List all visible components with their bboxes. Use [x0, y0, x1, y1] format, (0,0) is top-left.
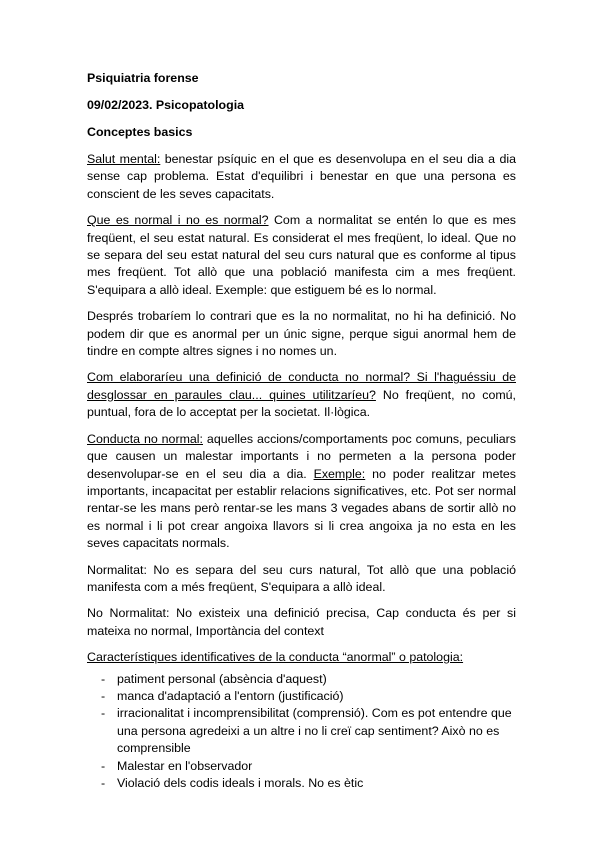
text-definition-question: No freqüent, no comú, puntual, fora de lo acceptat per la societat. Il·lògica. [87, 387, 516, 420]
text-abnormal-conduct-a: aquelles accions/comportaments poc comuns, peculiars que causen un malestar importants i no permeten a la persona poder desenvolupar-se en el seu dia a dia. [87, 431, 517, 481]
list-item: - manca d'adaptació a l'entorn (justificació) [87, 688, 516, 705]
text-normality-question: Com a normalitat se entén lo que es mes freqüent, el seu estat natural. Es considerat el mes freqüent, lo ideal. Que no se separa del seu estat natural del seu curs natural que es conforme al tipus mes freqüent. Tot allò que una població manifesta cim a mes freqüent. S'equipara a allò ideal. Exemple: que estiguem bé es lo normal. [87, 213, 516, 297]
list-item: - patiment personal (absència d'aquest) [87, 671, 516, 688]
term-definition-question: Com elaboraríeu una definició de conducta no normal? Si l'haguéssiu de desglossar en paraules clau... quines utilitzaríeu? [87, 370, 516, 402]
characteristics-list [87, 671, 516, 793]
term-normality-question: Que es normal i no es normal? [87, 213, 269, 228]
text-mental-health: benestar psíquic en el que es desenvolupa en el seu dia a dia sense cap problema. Estat d'equilibri i benestar en que una persona es conscient de les seves capacitats. [87, 152, 516, 201]
document-page [87, 70, 516, 792]
paragraph-characteristics [87, 649, 516, 666]
example-label: Exemple: [313, 466, 366, 481]
paragraph-non-normality-summary: No Normalitat: No existeix una definició precisa, Cap conducta és per si mateixa no normal, Importància del context [87, 606, 516, 638]
list-item: - Violació dels codis ideals i morals. No es ètic [87, 775, 516, 792]
list-item: - Malestar en l'observador [87, 758, 516, 775]
term-characteristics: Característiques identificatives de la conducta “anormal” o patologia: [87, 650, 464, 665]
paragraph-normality-summary: Normalitat: No es separa del seu curs natural, Tot allò que una població manifesta com a més freqüent, S'equipara a allò ideal. [87, 562, 516, 594]
term-abnormal-conduct: Conducta no normal: [87, 431, 203, 446]
paragraph-definition-question [87, 369, 516, 421]
text-abnormal-conduct-b: no poder realitzar metes importants, incapacitat per establir relacions significatives, etc. Pot ser normal rentar-se les mans però rentar-se les mans 3 vegades abans de sortir allò no es normal i li pot crear angoixa llavors si li crea angoixa ja no esta en les seves capacitats normals. [87, 466, 517, 551]
course-title: Psiquiatria forense [87, 71, 199, 85]
paragraph-abnormal-conduct [87, 431, 516, 553]
list-item: - irracionalitat i incomprensibilitat (comprensió). Com es pot entendre que una persona agredeixi a un altre i no li creï cap sentiment? Això no es comprensible [87, 705, 516, 757]
paragraph-mental-health [87, 151, 516, 203]
paragraph-normality-question [87, 212, 516, 299]
session-title: 09/02/2023. Psicopatologia [87, 98, 245, 112]
section-heading: Conceptes basics [87, 125, 193, 139]
term-mental-health: Salut mental: [87, 152, 161, 166]
paragraph-abnormality: Després trobaríem lo contrari que es la no normalitat, no hi ha definició. No podem dir que es anormal per un únic signe, perque sigui anormal hem de tindre en compte altres signes i no nomes un. [87, 309, 516, 359]
